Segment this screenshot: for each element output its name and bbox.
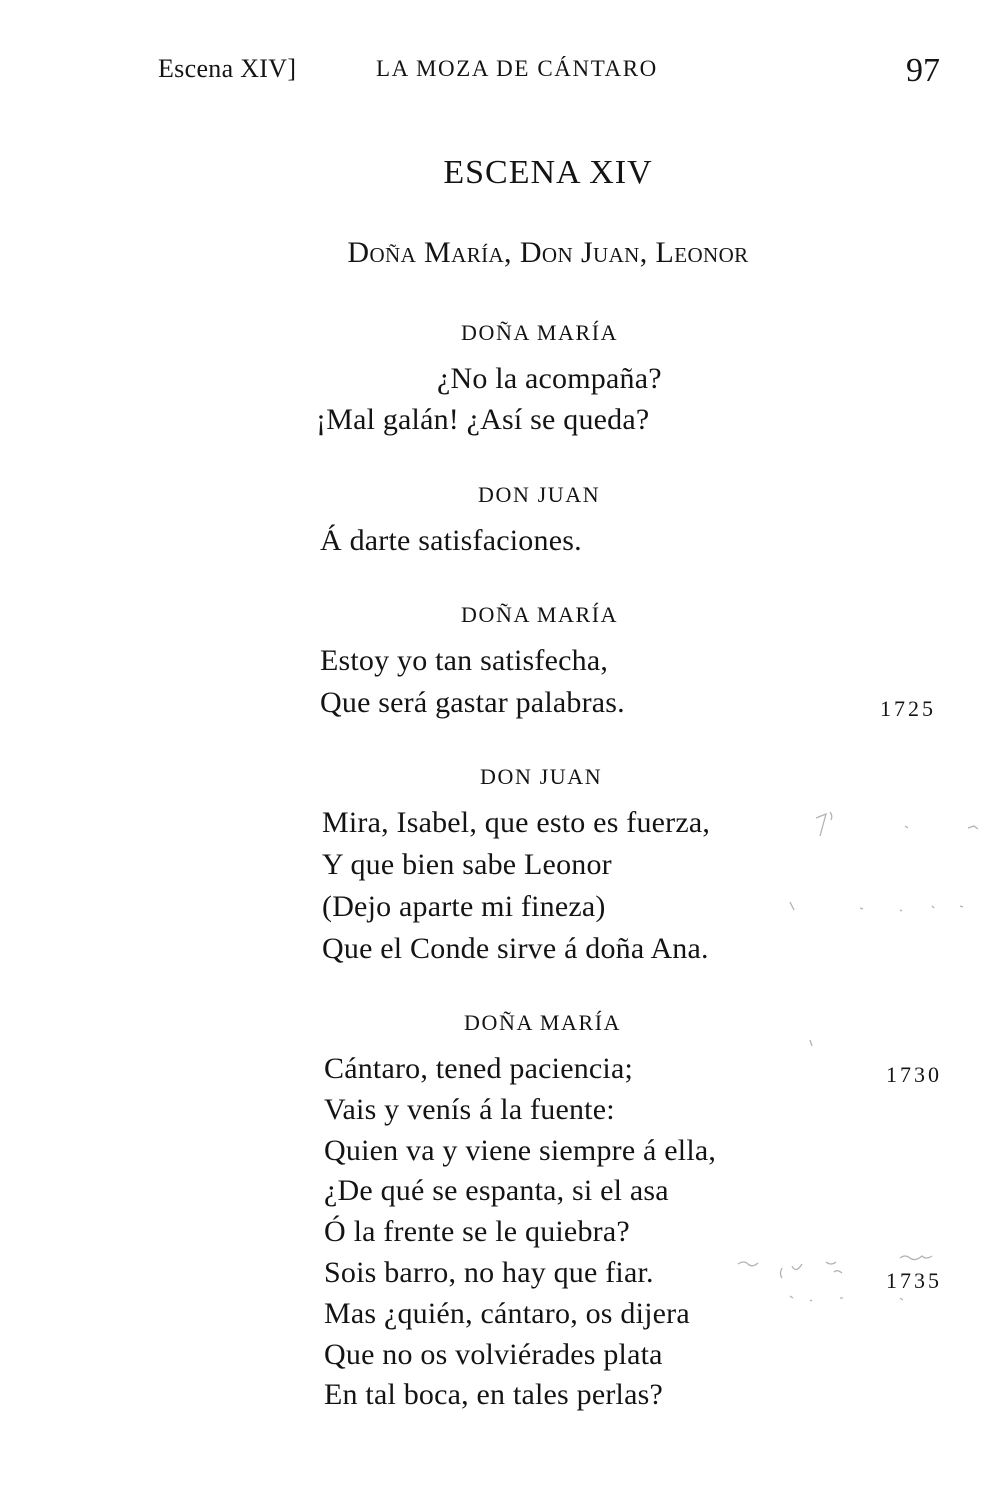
verse-line: (Dejo aparte mi fineza) bbox=[322, 890, 606, 923]
running-head-scene: Escena XIV] bbox=[158, 54, 297, 83]
running-head bbox=[0, 52, 1000, 88]
scene-characters: Doña María, Don Juan, Leonor bbox=[347, 236, 749, 269]
running-head-title: LA MOZA DE CÁNTARO bbox=[376, 56, 658, 81]
speaker-label: DON JUAN bbox=[478, 482, 601, 507]
verse-line: ¡Mal galán! ¿Así se queda? bbox=[316, 403, 650, 436]
line-number: 1725 bbox=[880, 696, 936, 721]
verse-line: Sois barro, no hay que fiar. bbox=[324, 1256, 654, 1289]
speaker-label: DOÑA MARÍA bbox=[461, 602, 619, 627]
verse-line: Y que bien sabe Leonor bbox=[322, 848, 612, 881]
speaker-label: DOÑA MARÍA bbox=[464, 1010, 622, 1035]
verse-line: Que no os volviérades plata bbox=[324, 1338, 663, 1371]
page-number: 97 bbox=[906, 52, 940, 89]
verse-line: En tal boca, en tales perlas? bbox=[324, 1378, 663, 1411]
verse-line: Mira, Isabel, que esto es fuerza, bbox=[322, 806, 711, 839]
verse-line: Quien va y viene siempre á ella, bbox=[324, 1134, 717, 1167]
verse-line: Cántaro, tened paciencia; bbox=[324, 1052, 634, 1085]
line-number: 1735 bbox=[886, 1268, 942, 1293]
verse-line: Mas ¿quién, cántaro, os dijera bbox=[324, 1297, 690, 1330]
verse-line: Ó la frente se le quiebra? bbox=[324, 1215, 630, 1248]
verse-line: ¿De qué se espanta, si el asa bbox=[324, 1174, 669, 1207]
verse-line: Que el Conde sirve á doña Ana. bbox=[322, 932, 709, 965]
verse-line: Vais y venís á la fuente: bbox=[324, 1093, 615, 1126]
speaker-label: DON JUAN bbox=[480, 764, 603, 789]
line-number: 1730 bbox=[886, 1062, 942, 1087]
verse-line: ¿No la acompaña? bbox=[437, 362, 662, 395]
verse-line: Estoy yo tan satisfecha, bbox=[320, 644, 609, 677]
verse-line: Á darte satisfaciones. bbox=[320, 524, 582, 557]
scene-title: ESCENA XIV bbox=[443, 154, 653, 191]
speaker-label: DOÑA MARÍA bbox=[461, 320, 619, 345]
verse-line: Que será gastar palabras. bbox=[320, 686, 625, 719]
